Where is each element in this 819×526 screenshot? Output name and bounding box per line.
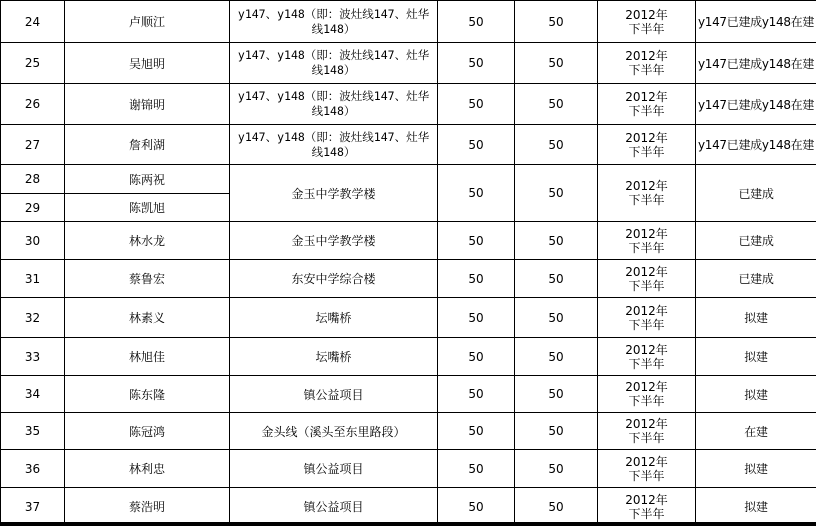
build-status: y147已建成y148在建 — [696, 1, 817, 43]
time-period: 2012年 下半年 — [598, 413, 696, 450]
amount-a: 50 — [438, 413, 515, 450]
person-name: 蔡浩明 — [65, 488, 230, 526]
table-row — [1, 376, 817, 413]
project-name: y147、y148（即：波灶线147、灶华线148） — [230, 125, 438, 165]
project-name: 东安中学综合楼 — [230, 260, 438, 298]
build-status: y147已建成y148在建 — [696, 125, 817, 165]
row-number: 31 — [1, 260, 65, 298]
table-row — [1, 125, 817, 165]
project-name: 镇公益项目 — [230, 488, 438, 526]
amount-b: 50 — [515, 1, 598, 43]
amount-a: 50 — [438, 1, 515, 43]
person-name: 陈东隆 — [65, 376, 230, 413]
table-row — [1, 222, 817, 260]
person-name: 谢锦明 — [65, 84, 230, 125]
amount-a: 50 — [438, 338, 515, 376]
table-row — [1, 338, 817, 376]
build-status: 拟建 — [696, 338, 817, 376]
table-bottom-border — [0, 522, 817, 526]
row-number: 35 — [1, 413, 65, 450]
amount-b: 50 — [515, 222, 598, 260]
project-name: y147、y148（即：波灶线147、灶华线148） — [230, 1, 438, 43]
build-status: 已建成 — [696, 222, 817, 260]
row-number: 26 — [1, 84, 65, 125]
row-number: 34 — [1, 376, 65, 413]
time-period: 2012年 下半年 — [598, 338, 696, 376]
time-period: 2012年 下半年 — [598, 1, 696, 43]
build-status: 已建成 — [696, 260, 817, 298]
project-name: 金玉中学教学楼 — [230, 165, 438, 222]
project-name: 坛嘴桥 — [230, 298, 438, 338]
table-row — [1, 43, 817, 84]
build-status: y147已建成y148在建 — [696, 43, 817, 84]
amount-b: 50 — [515, 260, 598, 298]
time-period: 2012年 下半年 — [598, 165, 696, 222]
amount-a: 50 — [438, 488, 515, 526]
person-name: 林旭佳 — [65, 338, 230, 376]
row-number: 25 — [1, 43, 65, 84]
table-row — [1, 1, 817, 43]
row-number: 32 — [1, 298, 65, 338]
amount-b: 50 — [515, 125, 598, 165]
row-number: 36 — [1, 450, 65, 488]
amount-a: 50 — [438, 125, 515, 165]
table-row — [1, 165, 817, 194]
person-name: 林利忠 — [65, 450, 230, 488]
amount-a: 50 — [438, 43, 515, 84]
person-name: 詹利湖 — [65, 125, 230, 165]
row-number: 27 — [1, 125, 65, 165]
time-period: 2012年 下半年 — [598, 84, 696, 125]
amount-b: 50 — [515, 298, 598, 338]
person-name: 陈两祝 — [65, 165, 230, 194]
person-name: 卢顺江 — [65, 1, 230, 43]
project-name: y147、y148（即：波灶线147、灶华线148） — [230, 43, 438, 84]
amount-b: 50 — [515, 165, 598, 222]
amount-a: 50 — [438, 376, 515, 413]
project-name: y147、y148（即：波灶线147、灶华线148） — [230, 84, 438, 125]
amount-a: 50 — [438, 260, 515, 298]
person-name: 陈冠鸿 — [65, 413, 230, 450]
project-name: 坛嘴桥 — [230, 338, 438, 376]
project-name: 镇公益项目 — [230, 376, 438, 413]
time-period: 2012年 下半年 — [598, 488, 696, 526]
row-number: 24 — [1, 1, 65, 43]
amount-a: 50 — [438, 298, 515, 338]
amount-a: 50 — [438, 222, 515, 260]
person-name: 吴旭明 — [65, 43, 230, 84]
time-period: 2012年 下半年 — [598, 260, 696, 298]
person-name: 陈凯旭 — [65, 194, 230, 222]
amount-b: 50 — [515, 84, 598, 125]
build-status: 拟建 — [696, 298, 817, 338]
person-name: 林素义 — [65, 298, 230, 338]
table-row — [1, 450, 817, 488]
table-row — [1, 488, 817, 526]
amount-b: 50 — [515, 376, 598, 413]
project-name: 金玉中学教学楼 — [230, 222, 438, 260]
table-row — [1, 84, 817, 125]
time-period: 2012年 下半年 — [598, 376, 696, 413]
time-period: 2012年 下半年 — [598, 298, 696, 338]
row-number: 37 — [1, 488, 65, 526]
amount-b: 50 — [515, 450, 598, 488]
build-status: y147已建成y148在建 — [696, 84, 817, 125]
row-number: 28 — [1, 165, 65, 194]
table-row — [1, 260, 817, 298]
amount-b: 50 — [515, 488, 598, 526]
row-number: 33 — [1, 338, 65, 376]
amount-b: 50 — [515, 43, 598, 84]
amount-b: 50 — [515, 413, 598, 450]
build-status: 在建 — [696, 413, 817, 450]
time-period: 2012年 下半年 — [598, 450, 696, 488]
amount-a: 50 — [438, 165, 515, 222]
amount-b: 50 — [515, 338, 598, 376]
build-status: 拟建 — [696, 450, 817, 488]
project-name: 镇公益项目 — [230, 450, 438, 488]
time-period: 2012年 下半年 — [598, 43, 696, 84]
row-number: 29 — [1, 194, 65, 222]
row-number: 30 — [1, 222, 65, 260]
build-status: 拟建 — [696, 376, 817, 413]
table-row — [1, 413, 817, 450]
build-status: 拟建 — [696, 488, 817, 526]
amount-a: 50 — [438, 84, 515, 125]
time-period: 2012年 下半年 — [598, 222, 696, 260]
build-status: 已建成 — [696, 165, 817, 222]
person-name: 林水龙 — [65, 222, 230, 260]
person-name: 蔡鲁宏 — [65, 260, 230, 298]
table-row — [1, 298, 817, 338]
amount-a: 50 — [438, 450, 515, 488]
time-period: 2012年 下半年 — [598, 125, 696, 165]
project-name: 金头线（溪头至东里路段） — [230, 413, 438, 450]
